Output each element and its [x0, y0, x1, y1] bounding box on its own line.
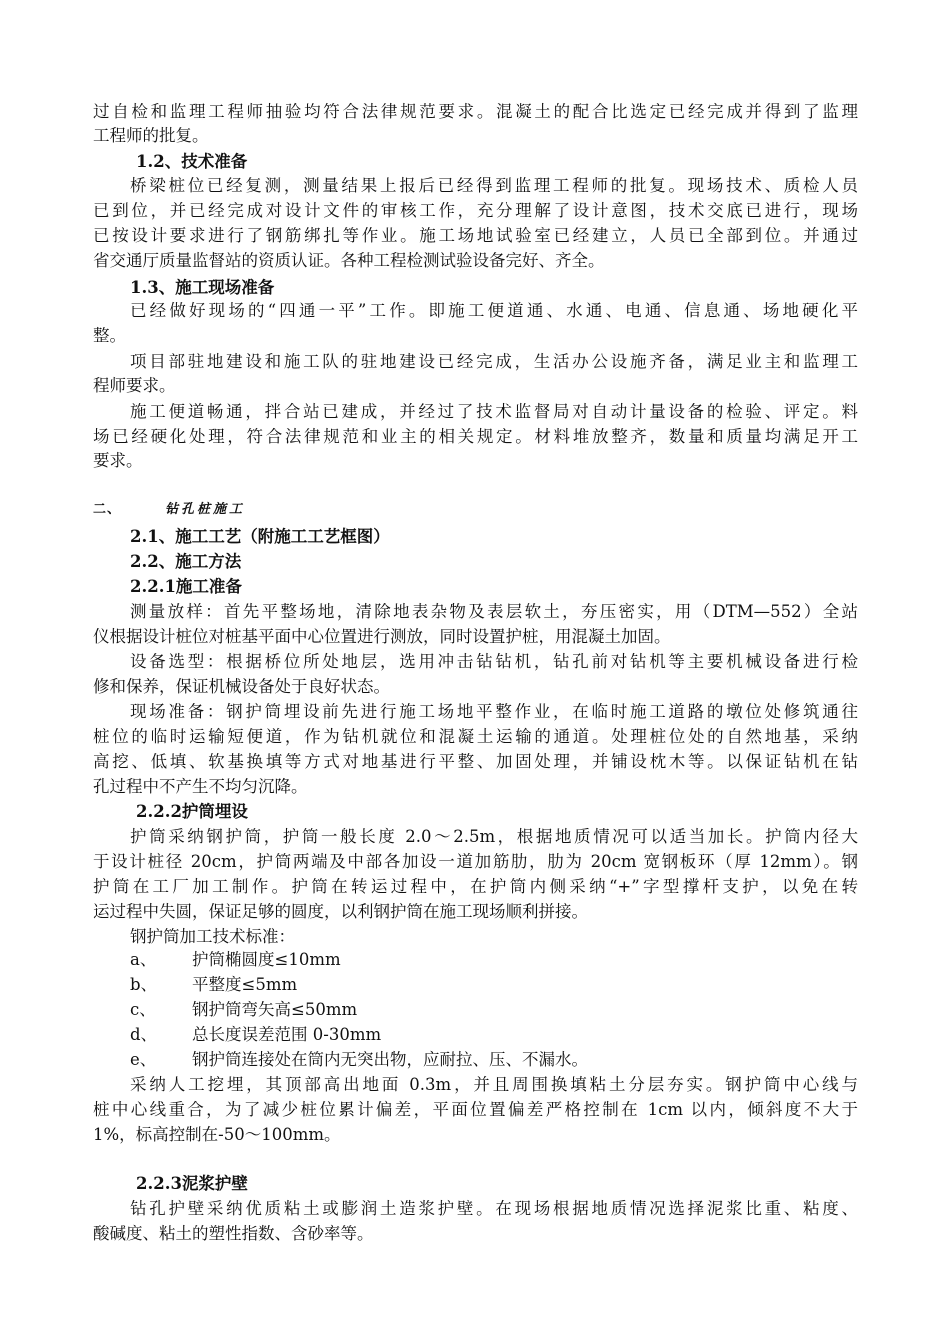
chapter-title: 钻孔桩施工	[165, 502, 246, 517]
paragraph-line: 项目部驻地建设和施工队的驻地建设已经完成，生活办公设施齐备，满足业主和监理工	[130, 352, 858, 371]
paragraph-line: 1%，标高控制在-50～100mm。	[93, 1125, 341, 1144]
paragraph-line: 已按设计要求进行了钢筋绑扎等作业。施工场地试验室已经建立，人员已全部到位。并通过	[93, 226, 858, 245]
paragraph-line: 采纳人工挖埋，其顶部高出地面 0.3m，并且周围换填粘土分层夯实。钢护筒中心线与	[130, 1075, 858, 1094]
paragraph-line: 护筒在工厂加工制作。护筒在转运过程中，在护筒内侧采纳“+”字型撑杆支护，以免在转	[93, 877, 858, 896]
section-heading-1-2: 1.2、技术准备	[136, 152, 248, 171]
paragraph-line: 高挖、低填、软基换填等方式对地基进行平整、加固处理，并铺设枕木等。以保证钻机在钻	[93, 752, 858, 771]
paragraph-line: 护筒采纳钢护筒，护筒一般长度 2.0～2.5m，根据地质情况可以适当加长。护筒内径大	[130, 827, 858, 846]
section-heading-1-3: 1.3、施工现场准备	[130, 278, 275, 297]
paragraph-line: 现场准备：钢护筒埋设前先进行施工场地平整作业，在临时施工道路的墩位处修筑通往	[130, 702, 858, 721]
list-item-marker: e、	[130, 1050, 157, 1069]
list-item: 总长度误差范围 0-30mm	[192, 1025, 382, 1044]
paragraph-line: 施工便道畅通，拌合站已建成，并经过了技术监督局对自动计量设备的检验、评定。料	[130, 402, 858, 421]
paragraph-line: 仪根据设计桩位对桩基平面中心位置进行测放，同时设置护桩，用混凝土加固。	[93, 627, 671, 646]
paragraph-line: 测量放样：首先平整场地，清除地表杂物及表层软土，夯压密实，用（DTM—552）全站	[130, 602, 858, 621]
paragraph-line: 桩位的临时运输短便道，作为钻机就位和混凝土运输的通道。处理桩位处的自然地基，采纳	[93, 727, 858, 746]
paragraph-line: 修和保养，保证机械设备处于良好状态。	[93, 677, 390, 696]
list-item: 护筒椭圆度≤10mm	[192, 950, 341, 969]
paragraph-line: 酸碱度、粘土的塑性指数、含砂率等。	[93, 1224, 374, 1243]
section-heading-2-2-2: 2.2.2护筒埋设	[136, 802, 248, 821]
section-heading-2-2-1: 2.2.1施工准备	[130, 577, 242, 596]
list-item: 钢护筒弯矢高≤50mm	[192, 1000, 358, 1019]
paragraph-line: 桩中心线重合，为了减少桩位累计偏差，平面位置偏差严格控制在 1cm 以内，倾斜度不大于	[93, 1100, 858, 1119]
standards-title: 钢护筒加工技术标准：	[130, 927, 295, 946]
list-item-marker: d、	[130, 1025, 158, 1044]
paragraph-line: 要求。	[93, 451, 143, 470]
paragraph-line: 运过程中失圆，保证足够的圆度，以利钢护筒在施工现场顺利拼接。	[93, 902, 588, 921]
list-item-marker: a、	[130, 950, 157, 969]
list-item-marker: c、	[130, 1000, 156, 1019]
section-heading-2-1: 2.1、施工工艺（附施工工艺框图）	[130, 527, 390, 546]
paragraph-line: 已到位，并已经完成对设计文件的审核工作，充分理解了设计意图，技术交底已进行，现场	[93, 201, 858, 220]
list-item-marker: b、	[130, 975, 158, 994]
list-item: 平整度≤5mm	[192, 975, 298, 994]
paragraph-line: 钻孔护壁采纳优质粘土或膨润土造浆护壁。在现场根据地质情况选择泥浆比重、粘度、	[130, 1199, 858, 1218]
section-heading-2-2: 2.2、施工方法	[130, 552, 242, 571]
paragraph-line: 桥梁桩位已经复测，测量结果上报后已经得到监理工程师的批复。现场技术、质检人员	[130, 176, 858, 195]
paragraph-line: 程师要求。	[93, 376, 176, 395]
paragraph-line: 整。	[93, 326, 126, 345]
paragraph-line: 于设计桩径 20cm，护筒两端及中部各加设一道加筋肋，肋为 20cm 宽钢板环（厚 12mm）。钢	[93, 852, 858, 871]
paragraph-line: 设备选型：根据桥位所处地层，选用冲击钻钻机，钻孔前对钻机等主要机械设备进行检	[130, 652, 858, 671]
chapter-number: 二、	[93, 502, 122, 517]
paragraph-line: 省交通厅质量监督站的资质认证。各种工程检测试验设备完好、齐全。	[93, 251, 605, 270]
list-item: 钢护筒连接处在筒内无突出物，应耐拉、压、不漏水。	[192, 1050, 588, 1069]
paragraph-line: 已经做好现场的“四通一平”工作。即施工便道通、水通、电通、信息通、场地硬化平	[130, 301, 858, 320]
paragraph-line: 工程师的批复。	[93, 126, 209, 145]
paragraph-line: 场已经硬化处理，符合法律规范和业主的相关规定。材料堆放整齐，数量和质量均满足开工	[93, 427, 858, 446]
section-heading-2-2-3: 2.2.3泥浆护壁	[136, 1174, 248, 1193]
paragraph-line: 孔过程中不产生不均匀沉降。	[93, 777, 308, 796]
paragraph-line: 过自检和监理工程师抽验均符合法律规范要求。混凝土的配合比选定已经完成并得到了监理	[93, 102, 858, 121]
